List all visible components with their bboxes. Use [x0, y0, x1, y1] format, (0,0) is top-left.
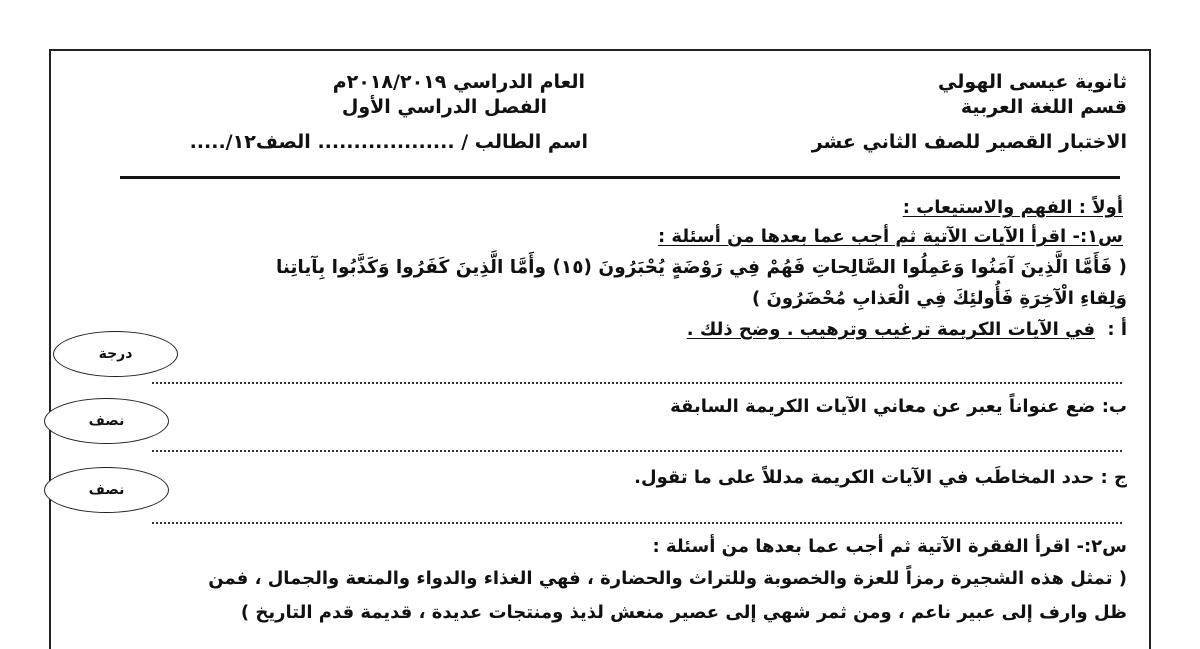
verse-line-1: ( فَأَمَّا الَّذِينَ آمَنُوا وَعَمِلُوا الصَّالِحاتِ فَهُمْ فِي رَوْضَةٍ يُحْبَرُونَ (١٥) وأَمَّا الَّذِينَ كَفَرُوا وَكَذَّبُوا بِآياتِنا: [275, 257, 1127, 278]
exam-title: الاختبار القصير للصف الثاني عشر: [811, 131, 1127, 153]
question-a-prefix: أ :: [1107, 319, 1127, 340]
paragraph-line-2: ظل وارف إلى عبير ناعم ، ومن ثمر شهي إلى عصير منعش لذيذ ومنتجات عديدة ، قديمة قدم التاريخ ): [240, 602, 1127, 623]
grade-label-half-b: نصف: [88, 413, 125, 429]
answer-line-b[interactable]: [152, 450, 1122, 452]
answer-line-c[interactable]: [152, 522, 1122, 524]
header-divider: [120, 176, 1120, 179]
question-c: ج : حدد المخاطَب في الآيات الكريمة مدللاً على ما تقول.: [634, 467, 1127, 488]
question-a: [687, 319, 1127, 340]
answer-line-a[interactable]: [152, 382, 1122, 384]
question-b: ب: ضع عنواناً يعبر عن معاني الآيات الكريمة السابقة: [670, 396, 1127, 417]
semester: الفصل الدراسي الأول: [341, 96, 547, 118]
grade-oval-half-b: [44, 398, 169, 444]
question-1-heading: س١:- اقرأ الآيات الآتية ثم أجب عما بعدها من أسئلة :: [657, 226, 1123, 247]
question-a-text: في الآيات الكريمة ترغيب وترهيب . وضح ذلك .: [686, 319, 1096, 340]
department-name: قسم اللغة العربية: [960, 96, 1127, 118]
student-name-line: اسم الطالب / ................... الصف١٢/.....: [189, 131, 588, 153]
grade-oval-full: [53, 331, 178, 377]
paragraph-line-1: ( تمثل هذه الشجيرة رمزاً للعزة والخصوبة وللتراث والحضارة ، فهي الغذاء والدواء والمتعة والجمال ، فمن: [208, 568, 1127, 589]
academic-year: العام الدراسي ٢٠١٨/٢٠١٩م: [332, 71, 585, 93]
school-name: ثانوية عيسى الهولي: [938, 71, 1127, 93]
section-title-comprehension: أولاً : الفهم والاستيعاب :: [902, 197, 1123, 218]
question-2-heading: س٢:- اقرأ الفقرة الآتية ثم أجب عما بعدها من أسئلة :: [652, 536, 1127, 557]
grade-oval-half-c: [44, 467, 169, 513]
grade-label-half-c: نصف: [88, 482, 125, 498]
verse-line-2: وَلِقاءِ الْآخِرَةِ فَأُولئِكَ فِي الْعَذابِ مُحْضَرُونَ ): [751, 288, 1127, 309]
grade-label-full: درجة: [98, 346, 133, 362]
